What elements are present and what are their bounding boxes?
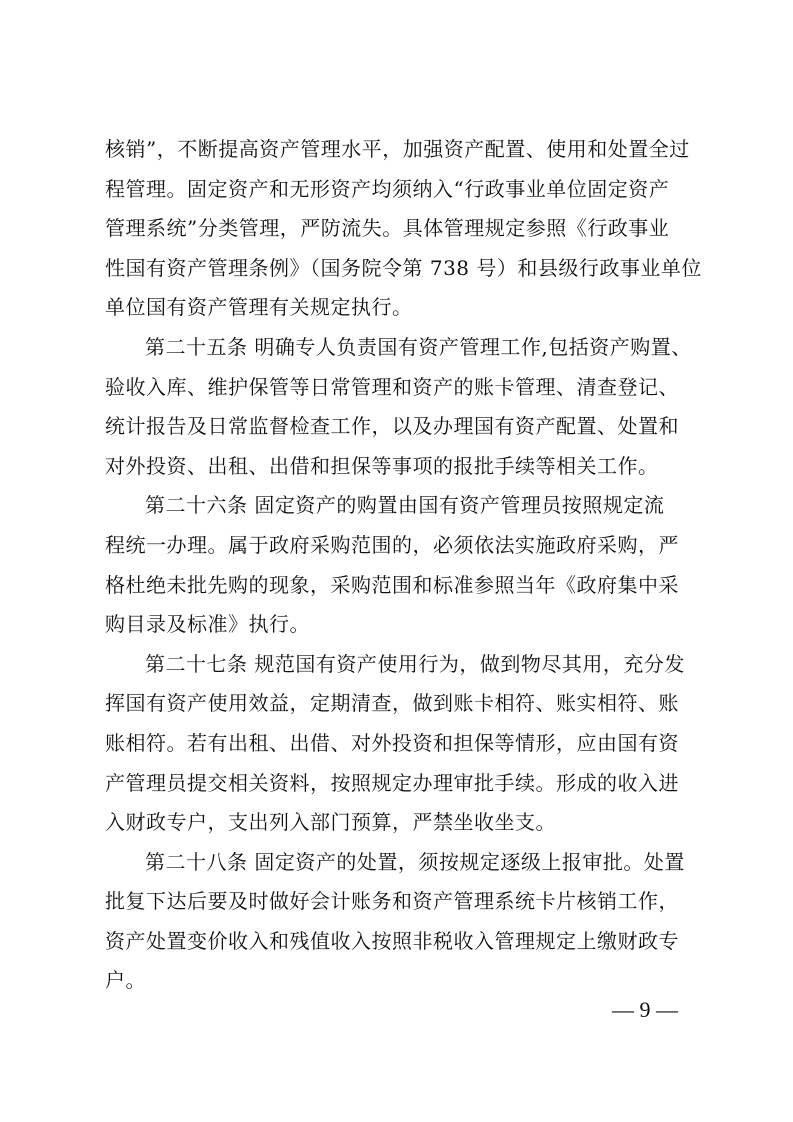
text-line: 入财政专户，支出列入部门预算，严禁坐收坐支。 xyxy=(105,810,556,835)
text-line: 产管理员提交相关资料，按照规定办理审批手续。形成的收入进 xyxy=(105,770,679,795)
text-line: 核销”，不断提高资产管理水平，加强资产配置、使用和处置全过 xyxy=(105,137,690,161)
text-line: 性国有资产管理条例》（国务院令第 738 号）和县级行政事业单位 xyxy=(105,255,702,280)
text-line: 账相符。若有出租、出借、对外投资和担保等情形，应由国有资 xyxy=(105,730,679,755)
article-28 xyxy=(105,843,695,1001)
text-line: 验收入库、维护保管等日常管理和资产的账卡管理、清查登记、 xyxy=(105,374,679,399)
article-27 xyxy=(105,645,695,843)
text-line: 第二十八条 固定资产的处置，须按规定逐级上报审批。处置 xyxy=(145,849,685,874)
text-line: 资产处置变价收入和残值收入按照非税收入管理规定上缴财政专 xyxy=(105,928,679,953)
page-number: — 9 — xyxy=(612,997,678,1022)
text-line: 第二十六条 固定资产的购置由国有资产管理员按照规定流 xyxy=(145,493,665,518)
text-line: 统计报告及日常监督检查工作，以及办理国有资产配置、处置和 xyxy=(105,414,679,439)
text-line: 管理系统”分类管理，严防流失。具体管理规定参照《行政事业 xyxy=(105,216,670,241)
text-line: 户。 xyxy=(105,968,146,993)
text-line: 第二十五条 明确专人负责国有资产管理工作,包括资产购置、 xyxy=(145,334,692,359)
article-26 xyxy=(105,486,695,644)
text-line: 挥国有资产使用效益，定期清查，做到账卡相符、账实相符、账 xyxy=(105,691,679,716)
text-line: 对外投资、出租、出借和担保等事项的报批手续等相关工作。 xyxy=(105,453,659,478)
text-line: 格杜绝未批先购的现象，采购范围和标准参照当年《政府集中采 xyxy=(105,572,679,597)
text-line: 第二十七条 规范国有资产使用行为，做到物尽其用，充分发 xyxy=(145,651,685,676)
text-line: 程统一办理。属于政府采购范围的，必须依法实施政府采购，严 xyxy=(105,532,679,557)
text-line: 批复下达后要及时做好会计账务和资产管理系统卡片核销工作， xyxy=(105,889,679,914)
text-line: 购目录及标准》执行。 xyxy=(105,612,310,637)
document-body xyxy=(105,130,702,1001)
text-line: 单位国有资产管理有关规定执行。 xyxy=(105,295,413,320)
text-line: 程管理。固定资产和无形资产均须纳入“行政事业单位固定资产 xyxy=(105,176,670,201)
article-25 xyxy=(105,328,695,486)
paragraph-continuation xyxy=(105,130,702,328)
